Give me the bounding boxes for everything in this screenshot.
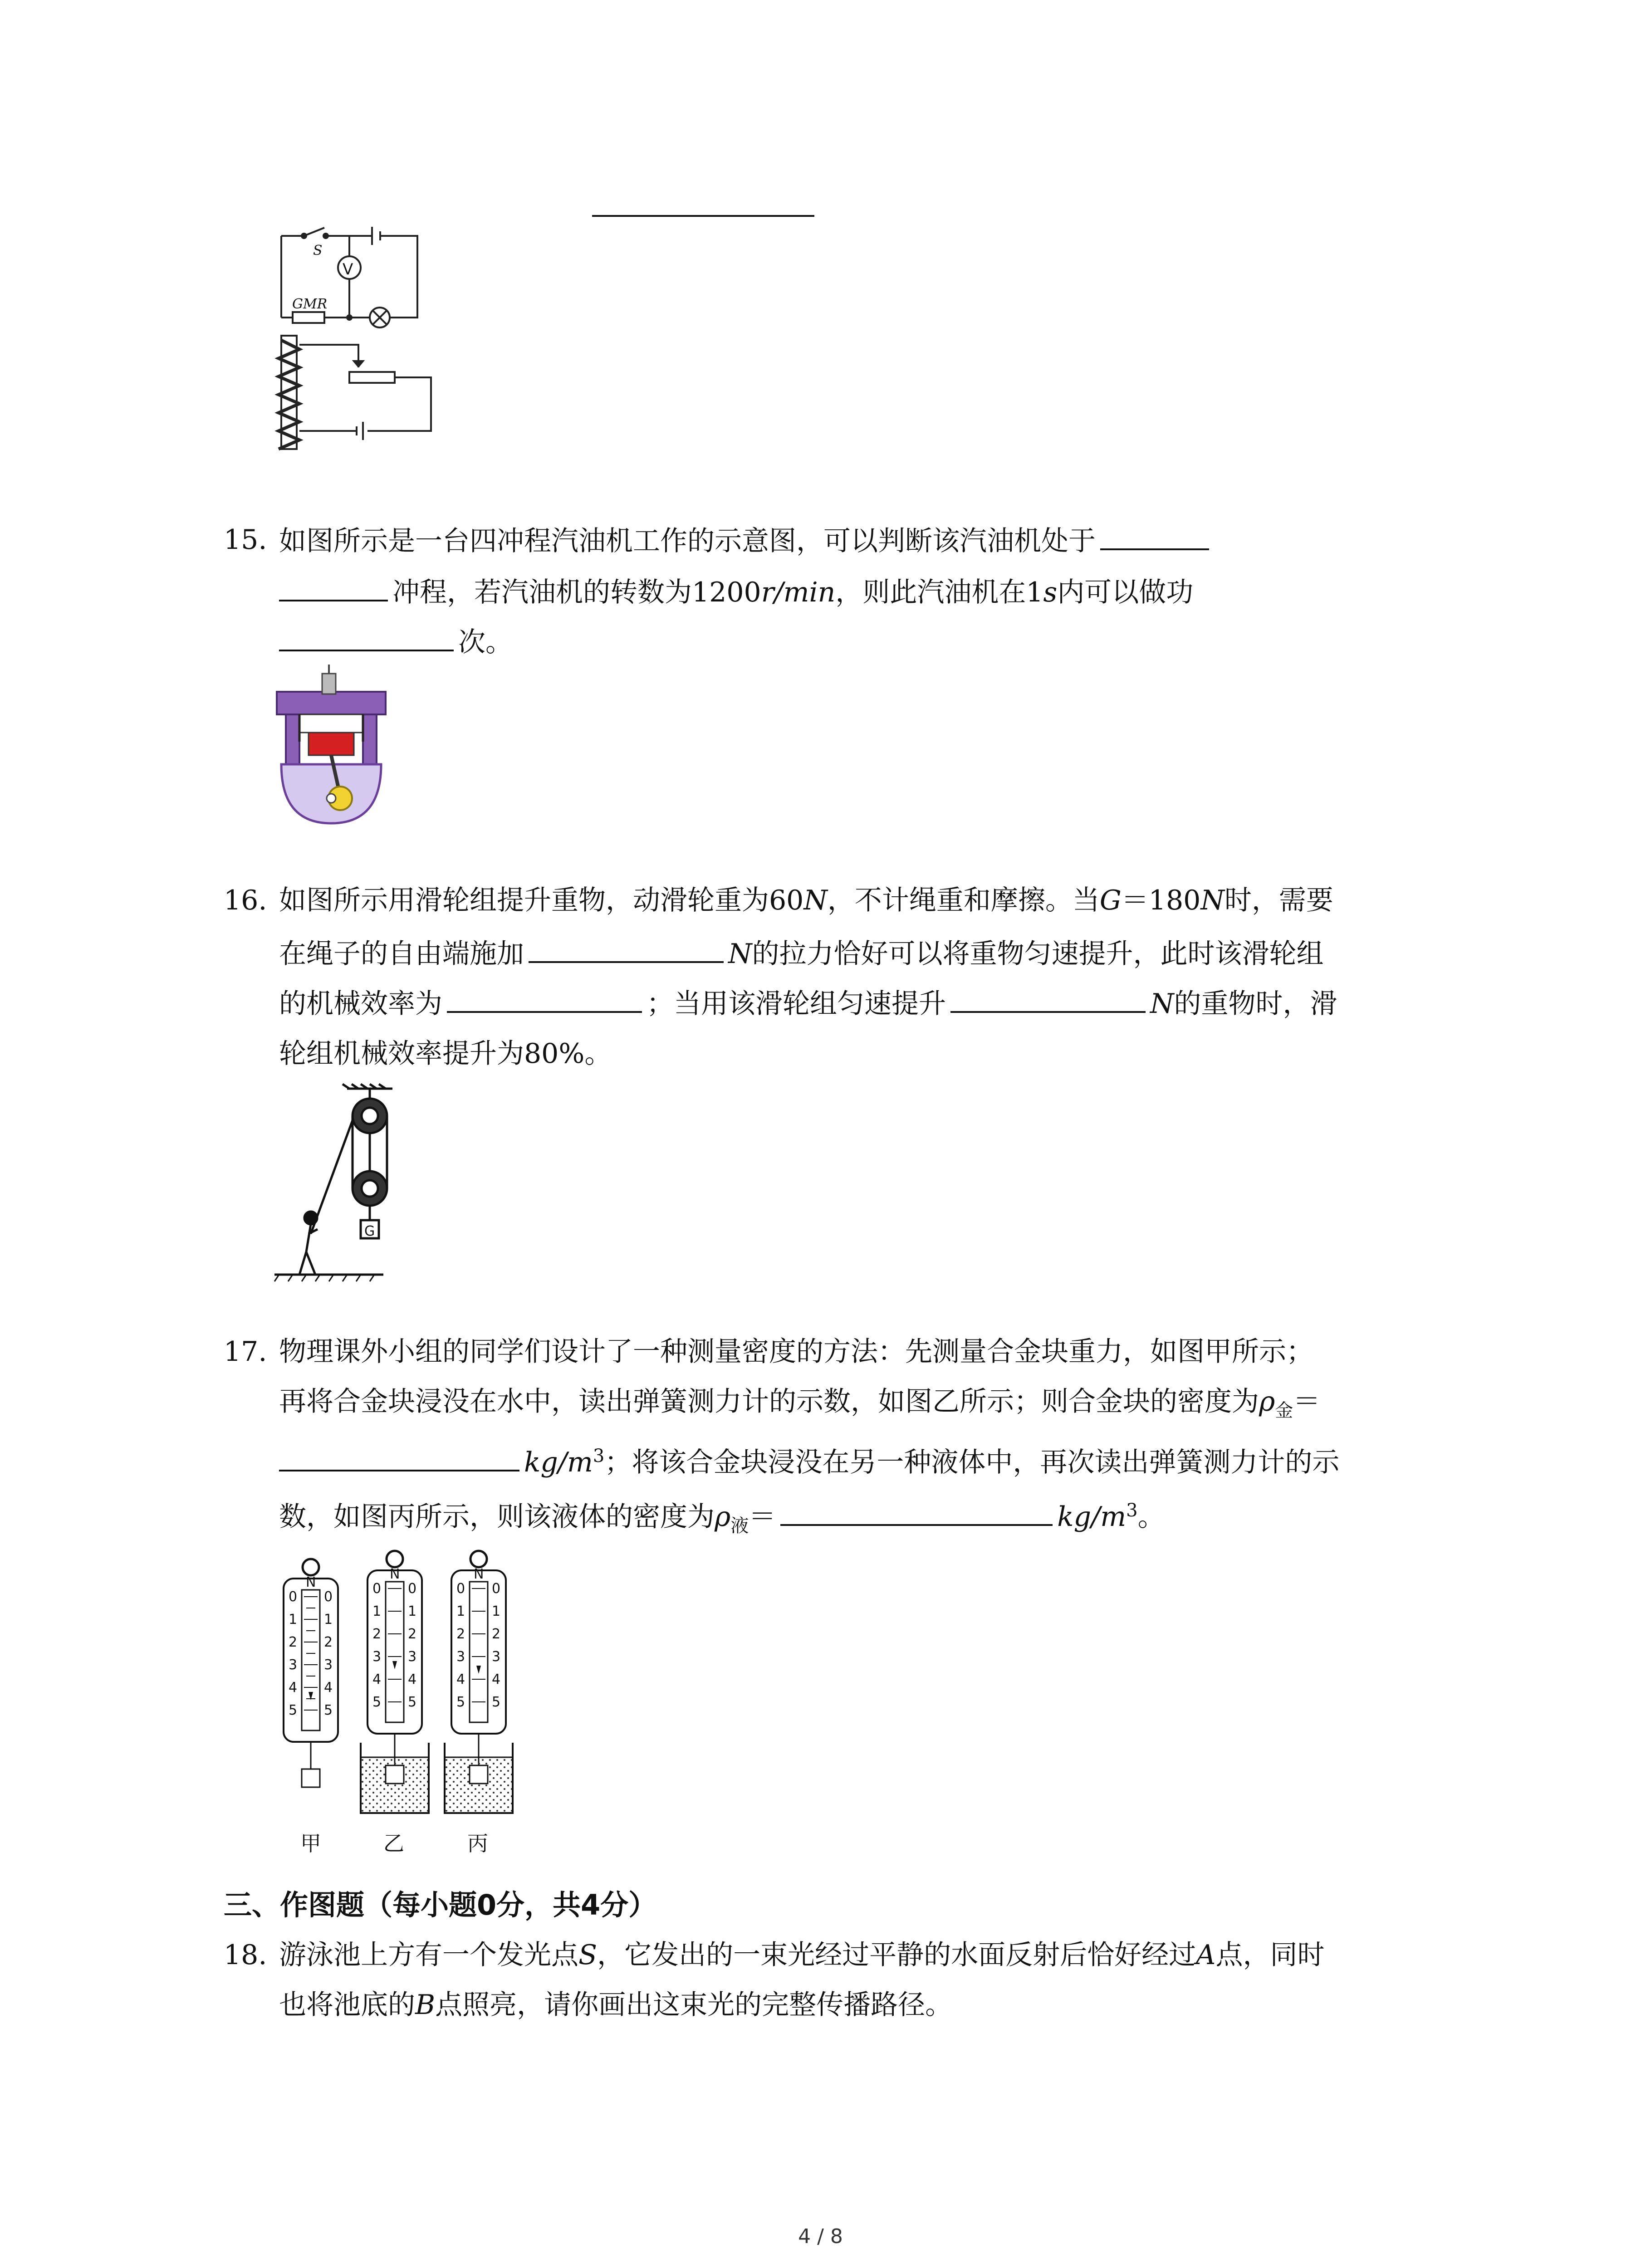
gmr-circuit-figure [272, 222, 454, 458]
answer-blank-prev[interactable] [592, 215, 814, 217]
question-number-17: 17. [224, 1336, 267, 1368]
section-3-title: 三、作图题（每小题0分，共4分） [224, 1888, 657, 1921]
q17-line-2: 再将合金块浸没在水中，读出弹簧测力计的示数，如图乙所示；则合金块的密度为$\rho_金=$ [279, 1386, 1321, 1421]
weight-label: G [364, 1223, 375, 1239]
svg-text:5: 5 [372, 1694, 382, 1710]
question-number-15: 15. [224, 524, 267, 556]
q15-line-3: 次。 [279, 621, 513, 663]
svg-text:5: 5 [492, 1694, 501, 1710]
svg-text:0: 0 [456, 1581, 465, 1597]
svg-text:5: 5 [408, 1694, 417, 1710]
q16-line-1: 如图所示用滑轮组提升重物，动滑轮重为60N，不计绳重和摩擦。当G＝180N时，需要 [279, 885, 1333, 916]
svg-text:1: 1 [408, 1603, 417, 1619]
svg-text:1: 1 [492, 1603, 501, 1619]
q15-answer-blank-2[interactable] [279, 621, 454, 651]
question-number-16: 16. [224, 885, 267, 916]
figure-label-yi: 乙 [383, 1831, 404, 1856]
gmr-label: GMR [292, 296, 328, 312]
svg-text:0: 0 [324, 1589, 333, 1605]
q17-line-1: 物理课外小组的同学们设计了一种测量密度的方法：先测量合金块重力，如图甲所示； [279, 1336, 1313, 1368]
q17-answer-blank-2[interactable] [780, 1495, 1053, 1526]
q15-answer-blank-1[interactable] [1100, 519, 1209, 550]
svg-text:0: 0 [408, 1581, 417, 1597]
svg-text:4: 4 [492, 1672, 501, 1687]
q17-answer-blank-1[interactable] [279, 1441, 519, 1471]
svg-text:5: 5 [324, 1702, 333, 1718]
svg-text:2: 2 [456, 1626, 465, 1642]
svg-text:4: 4 [372, 1672, 382, 1687]
q15-line-1: 如图所示是一台四冲程汽油机工作的示意图，可以判断该汽油机处于 [279, 519, 1214, 562]
q18-line-2: 也将池底的B点照亮，请你画出这束光的完整传播路径。 [279, 1989, 953, 2021]
spring-scale-yi [361, 1551, 429, 1856]
spring-scales-figure [277, 1556, 540, 1860]
svg-text:4: 4 [456, 1672, 465, 1687]
page-number: 4 / 8 [798, 2225, 843, 2248]
q16-answer-blank-2[interactable] [447, 982, 642, 1013]
q16-line-4: 轮组机械效率提升为80%。 [279, 1038, 612, 1070]
q16-answer-blank-1[interactable] [529, 932, 724, 963]
svg-text:5: 5 [456, 1694, 465, 1710]
scale-unit-yi: N [390, 1566, 400, 1582]
q18-line-1: 游泳池上方有一个发光点S，它发出的一束光经过平静的水面反射后恰好经过A点，同时 [279, 1939, 1325, 1971]
pulley-system-figure [274, 1084, 438, 1284]
svg-text:3: 3 [372, 1649, 382, 1665]
q16-line-3: 的机械效率为 ；当用该滑轮组匀速提升 N的重物时，滑 [279, 982, 1337, 1024]
q15-line-2: 冲程，若汽油机的转数为1200r/min，则此汽油机在1s内可以做功 [279, 571, 1193, 613]
q15-answer-blank-1-cont[interactable] [279, 571, 388, 601]
q17-line-3: $kg/m^3$；将该合金块浸没在另一种液体中，再次读出弹簧测力计的示 [279, 1436, 1339, 1483]
svg-text:2: 2 [492, 1626, 501, 1642]
svg-text:3: 3 [492, 1649, 501, 1665]
svg-text:4: 4 [408, 1672, 417, 1687]
svg-text:0: 0 [492, 1581, 501, 1597]
svg-text:3: 3 [289, 1657, 298, 1673]
q17-line-4: 数，如图丙所示，则该液体的密度为$\rho_液= kg/m^3$。 [279, 1490, 1165, 1546]
svg-text:1: 1 [289, 1612, 298, 1628]
svg-text:2: 2 [372, 1626, 382, 1642]
svg-text:2: 2 [324, 1634, 333, 1650]
svg-text:4: 4 [289, 1680, 298, 1696]
svg-text:2: 2 [289, 1634, 298, 1650]
spring-scale-jia [284, 1559, 338, 1856]
figure-label-jia: 甲 [300, 1831, 321, 1856]
scale-unit-bing: N [474, 1566, 484, 1582]
figure-label-bing: 丙 [467, 1831, 488, 1856]
voltmeter-label: V [343, 260, 353, 279]
svg-text:5: 5 [289, 1702, 298, 1718]
svg-text:3: 3 [456, 1649, 465, 1665]
spring-scale-bing [445, 1551, 513, 1856]
svg-text:0: 0 [289, 1589, 298, 1605]
svg-text:1: 1 [324, 1612, 333, 1628]
svg-text:2: 2 [408, 1626, 417, 1642]
svg-text:3: 3 [408, 1649, 417, 1665]
svg-text:0: 0 [372, 1581, 382, 1597]
q16-answer-blank-3[interactable] [950, 982, 1146, 1013]
svg-text:1: 1 [456, 1603, 465, 1619]
scale-unit-jia: N [306, 1574, 316, 1590]
svg-text:1: 1 [372, 1603, 382, 1619]
svg-text:3: 3 [324, 1657, 333, 1673]
svg-text:4: 4 [324, 1680, 333, 1696]
gasoline-engine-figure [272, 665, 390, 828]
switch-label: S [313, 243, 323, 259]
question-number-18: 18. [224, 1939, 267, 1971]
q16-line-2: 在绳子的自由端施加 N的拉力恰好可以将重物匀速提升，此时该滑轮组 [279, 932, 1324, 974]
